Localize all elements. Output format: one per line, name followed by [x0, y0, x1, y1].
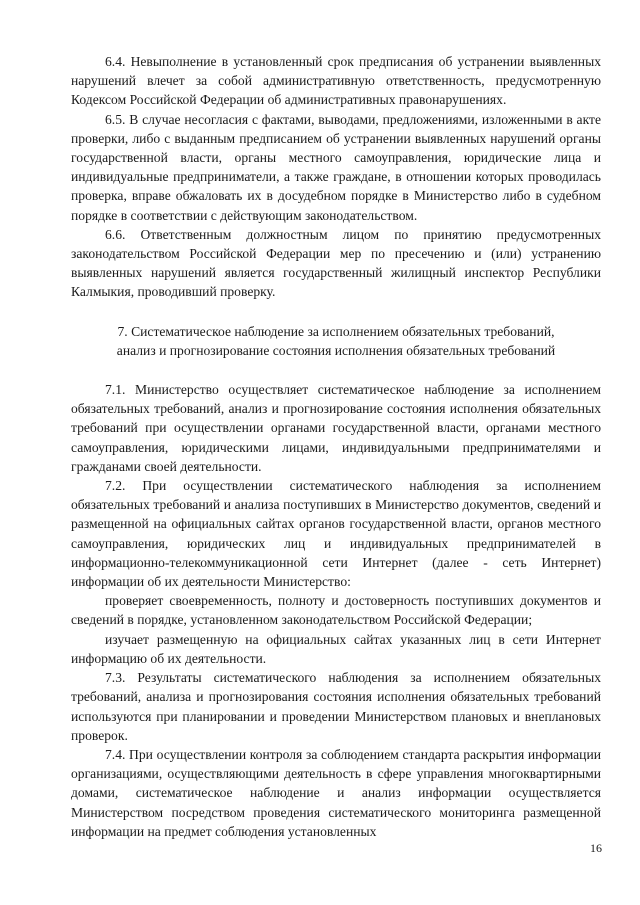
section-7-heading-line-2: анализ и прогнозирование состояния исполнения обязательных требований — [116, 342, 556, 358]
section-7-heading-line-1: 7. Систематическое наблюдение за исполнением обязательных требований, — [117, 323, 555, 339]
paragraph-7-2: 7.2. При осуществлении систематического наблюдения за исполнением обязательных требований и анализа поступивших в Министерство документов, сведений и размещенной на официальных сайтах органов государственной власти, органов местного самоуправления, юридических лиц и индивидуальных предпринимателей в информационно-телекоммуникационной сети Интернет (далее - сеть Интернет) информации об их деятельности Министерство: — [71, 478, 601, 590]
paragraph-6-6: 6.6. Ответственным должностным лицом по принятию предусмотренных законодательством Российской Федерации мер по пресечению и (или) устранению выявленных нарушений является государственный жилищный инспектор Республики Калмыкия, проводивший проверку. — [71, 226, 601, 300]
paragraph-6-5: 6.5. В случае несогласия с фактами, выводами, предложениями, изложенными в акте проверки, либо с выданным предписанием об устранении выявленных нарушений органы государственной власти, органы местного самоуправления, юридические лица и индивидуальные предприниматели, а также граждане, в отношении которых проводилась проверка, вправе обжаловать их в досудебном порядке в Министерство либо в судебном порядке в соответствии с действующим законодательством. — [71, 111, 601, 223]
paragraph-7-4: 7.4. При осуществлении контроля за соблюдением стандарта раскрытия информации организациями, осуществляющими деятельность в сфере управления многоквартирными домами, систематическое наблюдение и анализ информации осуществляется Министерством посредством проведения систематического мониторинга размещенной информации на предмет соблюдения установленных — [71, 746, 601, 839]
page-number: 16 — [590, 841, 602, 855]
paragraph-7-1: 7.1. Министерство осуществляет систематическое наблюдение за исполнением обязательных требований, анализ и прогнозирование состояния исполнения обязательных требований при осуществлении органами государственной власти, органами местного самоуправления, юридическими лицами, индивидуальными предпринимателями и гражданами своей деятельности. — [71, 382, 601, 474]
paragraph-7-3: 7.3. Результаты систематического наблюдения за исполнением обязательных требований, анализа и прогнозирования состояния исполнения обязательных требований используются при планировании и проведении Министерством плановых и внеплановых проверок. — [71, 670, 601, 743]
section-7-heading — [71, 322, 601, 360]
paragraph-6-4: 6.4. Невыполнение в установленный срок предписания об устранении выявленных нарушений влечет за собой административную ответственность, предусмотренную Кодексом Российской Федерации об административных правонарушениях. — [71, 54, 601, 108]
paragraph-7-2-item-2: изучает размещенную на официальных сайтах указанных лиц в сети Интернет информацию об их деятельности. — [71, 631, 601, 666]
paragraph-7-2-item-1: проверяет своевременность, полноту и достоверность поступивших документов и сведений в порядке, установленном законодательством Российской Федерации; — [71, 593, 601, 628]
document-body — [71, 52, 601, 841]
